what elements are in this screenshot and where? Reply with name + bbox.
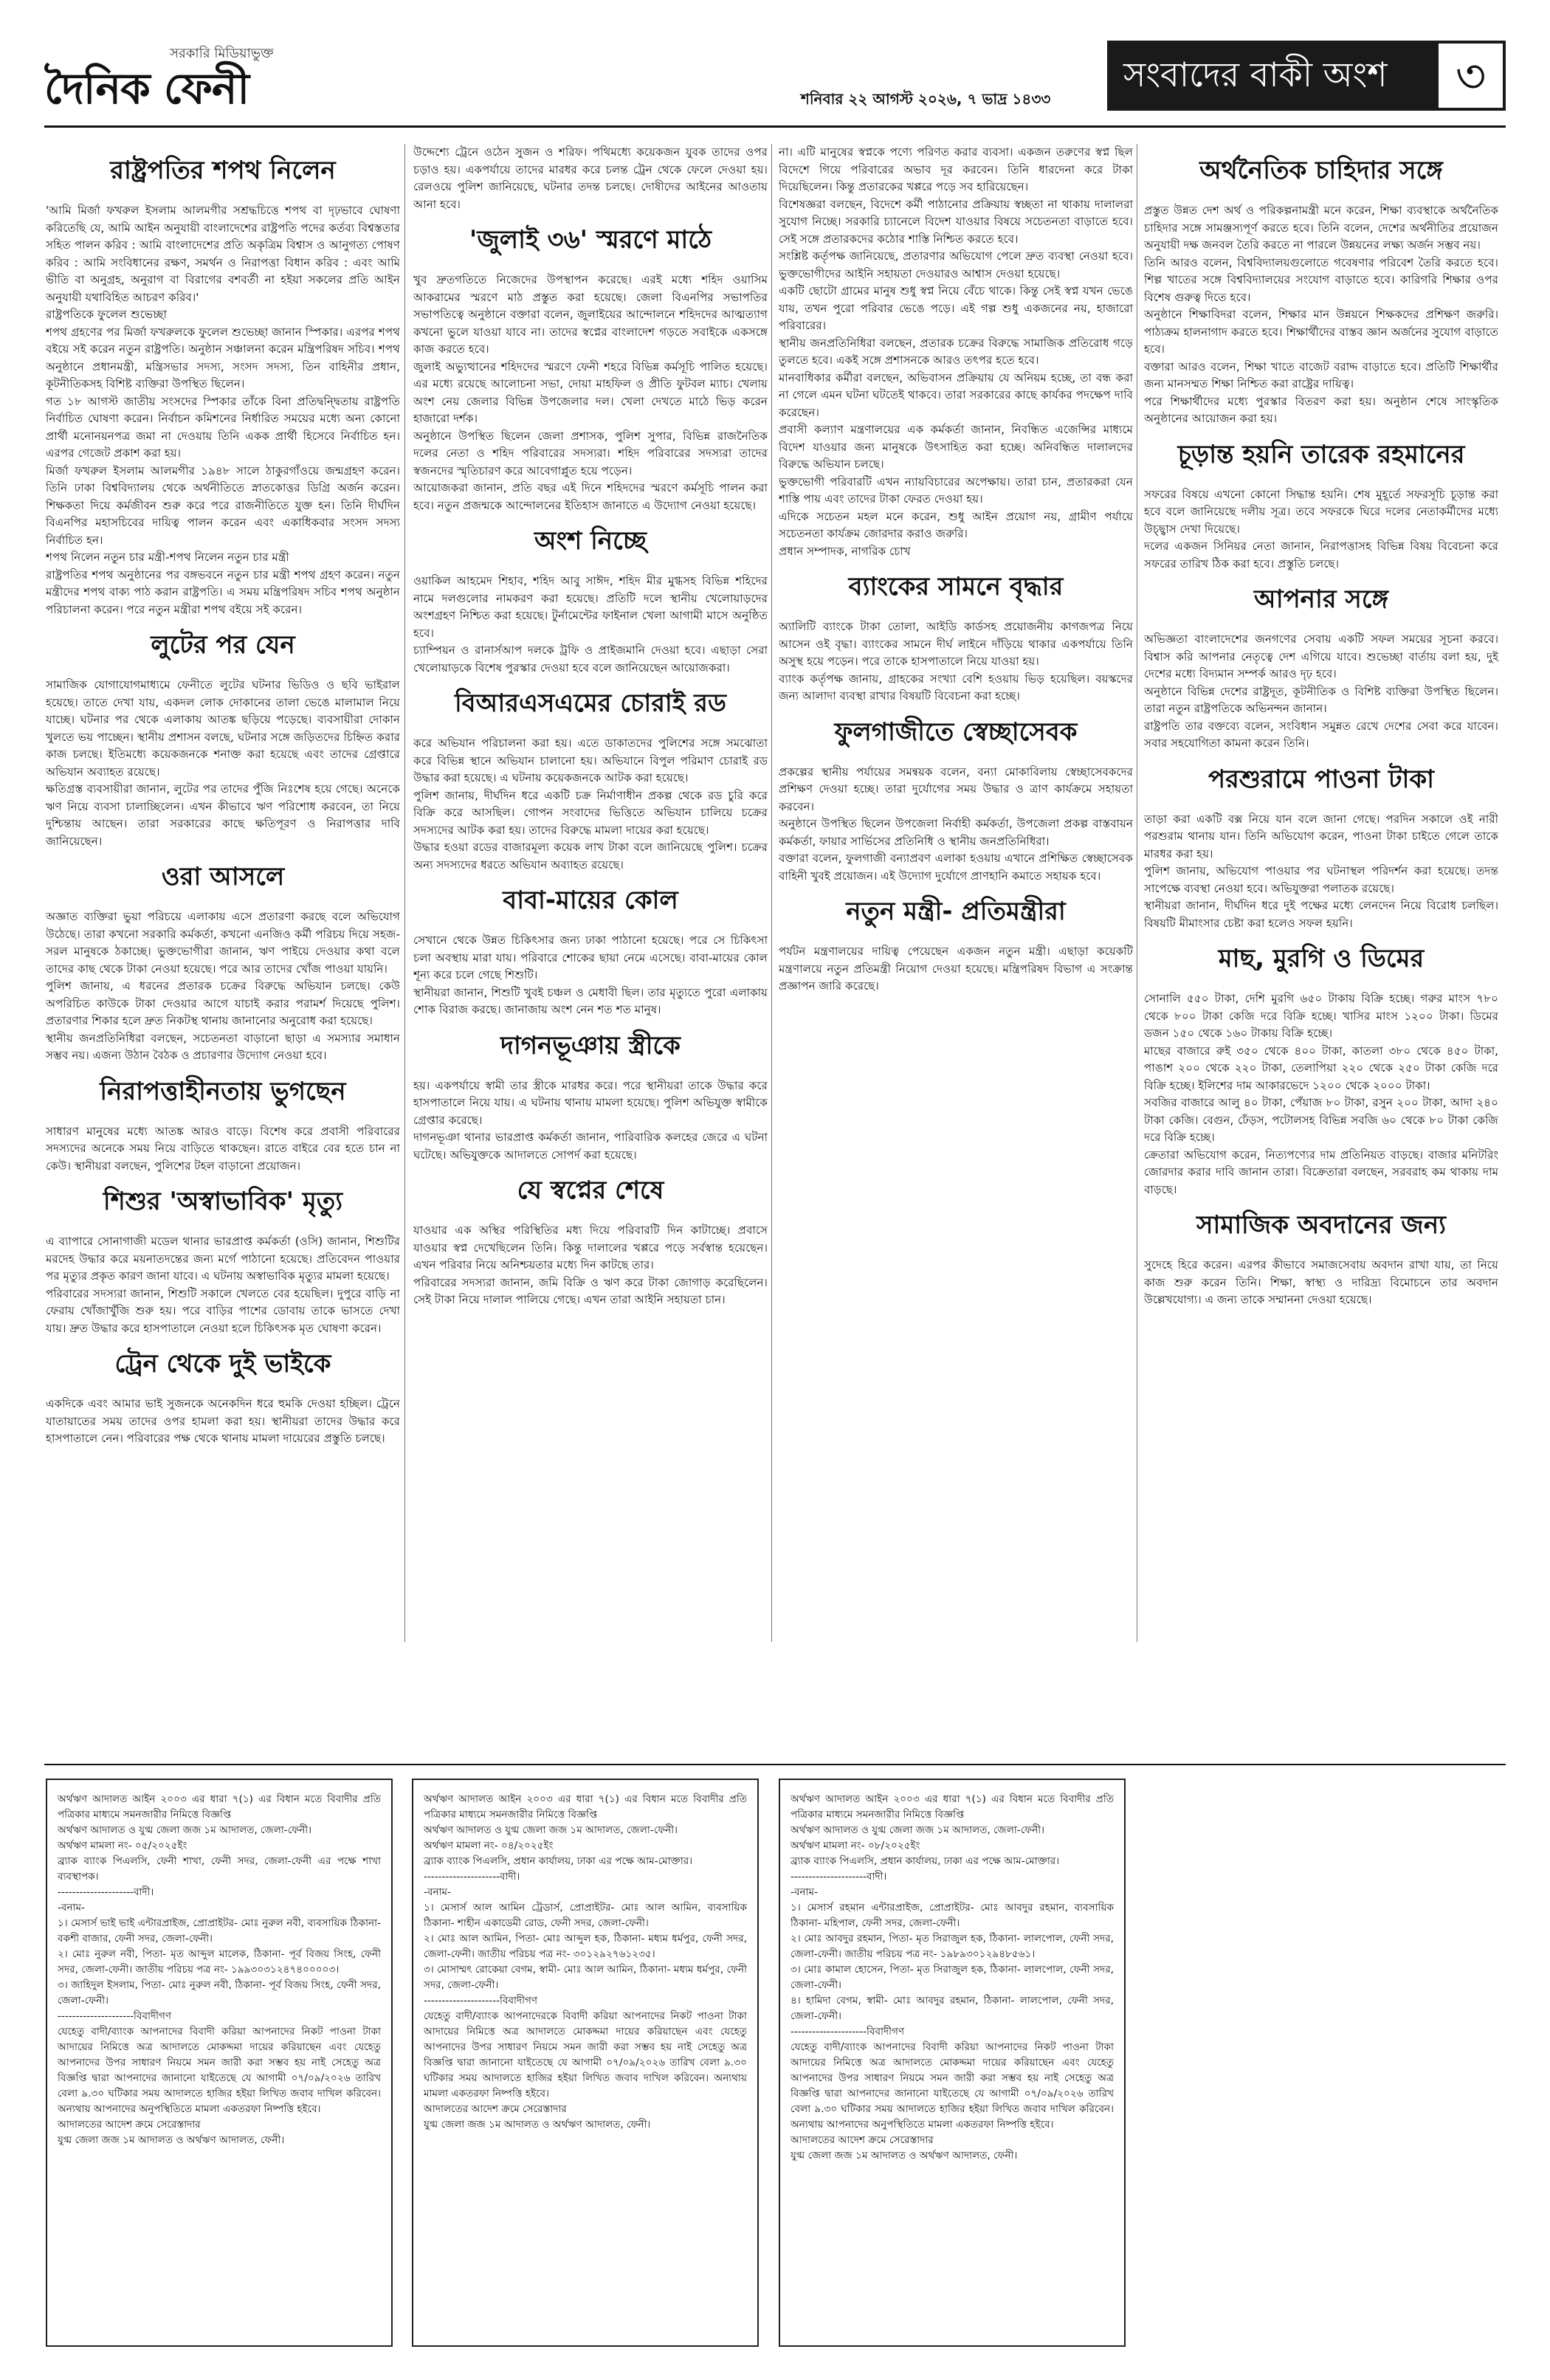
article-body: সোনালি ৫৫০ টাকা, দেশি মুরগি ৬৫০ টাকায় বিক্রি হচ্ছে। গরুর মাংস ৭৮০ থেকে ৮০০ টাকা কেজি দরে বিক্রি হচ্ছে। খাসির মাংস ১২০০ টাকা। ডিমের ডজন ১৫০ থেকে ১৬০ টাকায় বিক্রি হচ্ছে। মাছের বাজারে রুই ৩৫০ থেকে ৪০০ টাকা, কাতলা ৩৮০ থেকে ৪৫০ টাকা, পাঙাশ ২০০ থেকে ২২০ টাকা, তেলাপিয়া ২২০ থেকে ২৫০ টাকা কেজি দরে বিক্রি হচ্ছে। ইলিশের দাম আকারভেদে ১২০০ থেকে ২০০০ টাকা। সবজির বাজারে আলু ৪০ টাকা, পেঁয়াজ ৮০ টাকা, রসুন ২০০ টাকা, আদা ২৪০ টাকা কেজি। বেগুন, ঢেঁড়স, পটোলসহ বিভিন্ন সবজি ৬০ থেকে ৮০ টাকা কেজি দরে বিক্রি হচ্ছে। ক্রেতারা অভিযোগ করেন, নিত্যপণ্যের দাম প্রতিনিয়ত বাড়ছে। বাজার মনিটরিং জোরদার করার দাবি জানান তারা। বিক্রেতারা বলছেন, সরবরাহ কম থাকায় দাম বাড়ছে। — [1144, 992, 1498, 1196]
article-body: সুদেহে হিরে করেন। এরপর কীভাবে সমাজসেবায় অবদান রাখা যায়, তা নিয়ে কাজ শুরু করেন তিনি। শিক্ষা, স্বাস্থ্য ও দারিদ্র্য বিমোচনে তার অবদান উল্লেখযোগ্য। এ জন্য তাকে সম্মাননা দেওয়া হয়েছে। — [1144, 1258, 1498, 1306]
article-body: 'আমি মির্জা ফখরুল ইসলাম আলমগীর সশ্রদ্ধচিত্তে শপথ বা দৃঢ়ভাবে ঘোষণা করিতেছি যে, আমি আইন অনুযায়ী বাংলাদেশের রাষ্ট্রপতি পদের কর্তব্য বিশ্বস্ততার সহিত পালন করিব : আমি বাংলাদেশের প্রতি অকৃত্রিম বিশ্বাস ও আনুগত্য পোষণ করিব : আমি সংবিধানের রক্ষণ, সমর্থন ও নিরাপত্তা বিধান করিব : এবং আমি ভীতি বা অনুগ্রহ, অনুরাগ বা বিরাগের বশবর্তী না হইয়া সকলের প্রতি আইন অনুযায়ী যথাবিহিত আচরণ করিব।' রাষ্ট্রপতিকে ফুলেল শুভেচ্ছা শপথ গ্রহণের পর মির্জা ফখরুলকে ফুলেল শুভেচ্ছা জানান স্পিকার। এরপর শপথ বইয়ে সই করেন নতুন রাষ্ট্রপতি। অনুষ্ঠান সঞ্চালনা করেন মন্ত্রিপরিষদ সচিব। শপথ অনুষ্ঠানে প্রধানমন্ত্রী, মন্ত্রিসভার সদস্য, সংসদ সদস্য, তিন বাহিনীর প্রধান, কূটনীতিকসহ বিশিষ্ট ব্যক্তিরা উপস্থিত ছিলেন। গত ১৮ আগস্ট জাতীয় সংসদের স্পিকার তাঁকে বিনা প্রতিদ্বন্দ্বিতায় রাষ্ট্রপতি নির্বাচিত ঘোষণা করেন। নির্বাচন কমিশনের নির্ধারিত সময়ের মধ্যে অন্য কোনো প্রার্থী মনোনয়নপত্র জমা না দেওয়ায় তিনি একক প্রার্থী হিসেবে নির্বাচিত হন। এরপর গেজেট প্রকাশ করা হয়। মির্জা ফখরুল ইসলাম আলমগীর ১৯৪৮ সালে ঠাকুরগাঁওয়ে জন্মগ্রহণ করেন। তিনি ঢাকা বিশ্ববিদ্যালয় থেকে অর্থনীতিতে স্নাতকোত্তর ডিগ্রি অর্জন করেন। শিক্ষকতা দিয়ে কর্মজীবন শুরু করে পরে রাজনীতিতে যুক্ত হন। তিনি দীর্ঘদিন বিএনপির মহাসচিবের দায়িত্ব পালন করেন এবং একাধিকবার সংসদ সদস্য নির্বাচিত হন। শপথ নিলেন নতুন চার মন্ত্রী-শপথ নিলেন নতুন চার মন্ত্রী রাষ্ট্রপতির শপথ অনুষ্ঠানের পর বঙ্গভবনে নতুন চার মন্ত্রী শপথ গ্রহণ করেন। নতুন মন্ত্রীদের শপথ বাক্য পাঠ করান রাষ্ট্রপতি। এ সময় মন্ত্রিপরিষদ সচিব শপথ অনুষ্ঠান পরিচালনা করেন। পরে নতুন মন্ত্রীরা শপথ বইয়ে সই করেন। — [46, 204, 400, 616]
article-body: একদিকে এবং আমার ভাই সুজনকে অনেকদিন ধরে হুমকি দেওয়া হচ্ছিল। ট্রেনে যাতায়াতের সময় তাদের ওপর হামলা করা হয়। স্থানীয়রা তাদের উদ্ধার করে হাসপাতালে নেন। পরিবারের পক্ষ থেকে থানায় মামলা দায়েরের প্রস্তুতি চলছে। — [46, 1397, 400, 1445]
article-headline: চূড়ান্ত হয়নি তারেক রহমানের — [1177, 439, 1465, 469]
article-headline: আপনার সঙ্গে — [1253, 584, 1389, 614]
masthead-rule — [44, 125, 1506, 128]
article-headline: মাছ, মুরগি ও ডিমের — [1218, 944, 1425, 973]
article-body: সাধারণ মানুষের মধ্যে আতঙ্ক আরও বাড়ে। বিশেষ করে প্রবাসী পরিবারের সদস্যদের অনেকে সময় নিয়ে বাড়িতে থাকছেন। রাতে বাইরে বের হতে চান না কেউ। স্থানীয়রা বলছেন, পুলিশের টহল বাড়ানো প্রয়োজন। — [46, 1124, 400, 1173]
notice-text: অর্থঋণ আদালত আইন ২০০৩ এর ধারা ৭(১) এর বিধান মতে বিবাদীর প্রতি পত্রিকার মাধ্যমে সমনজারীর নিমিত্তে বিজ্ঞপ্তি অর্থঋণ আদালত ও যুগ্ম জেলা জজ ১ম আদালত, জেলা-ফেনী। অর্থঋণ মামলা নং- ০৪/২০২৫ইং ব্র্যাক ব্যাংক পিএলসি, প্রধান কার্যালয়, ঢাকা এর পক্ষে আম-মোক্তার। ---------------------বাদী। -বনাম- ১। মেসার্স আল আমিন ট্রেডার্স, প্রোপ্রাইটর- মোঃ আল আমিন, ব্যবসায়িক ঠিকানা- শাহীন একাডেমী রোড, ফেনী সদর, জেলা-ফেনী। ২। মোঃ আল আমিন, পিতা- মোঃ আব্দুল হক, ঠিকানা- মধ্যম ধর্মপুর, ফেনী সদর, জেলা-ফেনী। জাতীয় পরিচয় পত্র নং- ৩০১২৯২৭৬১২৩৫। ৩। মোসাম্মৎ রোকেয়া বেগম, স্বামী- মোঃ আল আমিন, ঠিকানা- মধ্যম ধর্মপুর, ফেনী সদর, জেলা-ফেনী। ---------------------বিবাদীগণ যেহেতু বাদী/ব্যাংক আপনাদেরকে বিবাদী করিয়া আপনাদের নিকট পাওনা টাকা আদায়ের নিমিত্তে অত্র আদালতে মোকদ্দমা দায়ের করিয়াছেন এবং যেহেতু আপনাদের উপর সাধারণ নিয়মে সমন জারী করা সম্ভব হয় নাই সেহেতু অত্র বিজ্ঞপ্তি দ্বারা জানানো যাইতেছে যে আগামী ০৭/০৯/২০২৬ তারিখ বেলা ৯.৩০ ঘটিকার সময় আদালতে হাজির হইয়া লিখিত জবাব দাখিল করিবেন। অন্যথায় মামলা একতরফা নিষ্পত্তি হইবে। আদালতের আদেশ ক্রমে সেরেস্তাদার যুগ্ম জেলা জজ ১ম আদালত ও অর্থঋণ আদালত, ফেনী। — [424, 1793, 747, 2131]
article-body: অজ্ঞাত ব্যক্তিরা ভুয়া পরিচয়ে এলাকায় এসে প্রতারণা করছে বলে অভিযোগ উঠেছে। তারা কখনো সরকারি কর্মকর্তা, কখনো এনজিও কর্মী পরিচয় দিয়ে সহজ-সরল মানুষকে ঠকাচ্ছে। ভুক্তভোগীরা জানান, ঋণ পাইয়ে দেওয়ার কথা বলে তাদের কাছ থেকে টাকা নেওয়া হয়েছে। পরে আর তাদের খোঁজ পাওয়া যায়নি। পুলিশ জানায়, এ ধরনের প্রতারক চক্রের বিরুদ্ধে অভিযান চলছে। কেউ অপরিচিত কাউকে টাকা দেওয়ার আগে যাচাই করার পরামর্শ দিয়েছে পুলিশ। প্রতারণার শিকার হলে দ্রুত নিকটস্থ থানায় জানানোর অনুরোধ করা হয়েছে। স্থানীয় জনপ্রতিনিধিরা বলছেন, সচেতনতা বাড়ানো ছাড়া এ সমস্যার সমাধান সম্ভব নয়। এজন্য উঠান বৈঠক ও প্রচারণার উদ্যোগ নেওয়া হবে। — [46, 910, 400, 1062]
article-headline: ফুলগাজীতে স্বেচ্ছাসেবক — [834, 717, 1078, 747]
article-body: সফরের বিষয়ে এখনো কোনো সিদ্ধান্ত হয়নি। শেষ মুহূর্তে সফরসূচি চূড়ান্ত করা হবে বলে জানিয়েছে দলীয় সূত্র। তবে সফরকে ঘিরে দলের নেতাকর্মীদের মধ্যে উচ্ছ্বাস দেখা দিয়েছে। দলের একজন সিনিয়র নেতা জানান, নিরাপত্তাসহ বিভিন্ন বিষয় বিবেচনা করে সফরের তারিখ ঠিক করা হবে। প্রস্তুতি চলছে। — [1144, 487, 1498, 570]
article-body: প্রস্তুত উন্নত দেশ অর্থ ও পরিকল্পনামন্ত্রী মনে করেন, শিক্ষা ব্যবস্থাকে অর্থনৈতিক চাহিদার সঙ্গে সামঞ্জস্যপূর্ণ করতে হবে। তিনি বলেন, দেশের অর্থনীতির প্রয়োজন অনুযায়ী দক্ষ জনবল তৈরি করতে না পারলে উন্নয়নের লক্ষ্য অর্জন সম্ভব নয়। তিনি আরও বলেন, বিশ্ববিদ্যালয়গুলোতে গবেষণার পরিবেশ তৈরি করতে হবে। শিল্প খাতের সঙ্গে বিশ্ববিদ্যালয়ের সংযোগ বাড়াতে হবে। কারিগরি শিক্ষার ওপর বিশেষ গুরুত্ব দিতে হবে। অনুষ্ঠানে শিক্ষাবিদরা বলেন, শিক্ষার মান উন্নয়নে শিক্ষকদের প্রশিক্ষণ জরুরি। পাঠ্যক্রম হালনাগাদ করতে হবে। শিক্ষার্থীদের বাস্তব জ্ঞান অর্জনের সুযোগ বাড়াতে হবে। বক্তারা আরও বলেন, শিক্ষা খাতে বাজেট বরাদ্দ বাড়াতে হবে। প্রতিটি শিক্ষার্থীর জন্য মানসম্মত শিক্ষা নিশ্চিত করা রাষ্ট্রের দায়িত্ব। পরে শিক্ষার্থীদের মধ্যে পুরস্কার বিতরণ করা হয়। অনুষ্ঠান শেষে সাংস্কৃতিক অনুষ্ঠানের আয়োজন করা হয়। — [1144, 204, 1498, 425]
article-body: সেখানে থেকে উন্নত চিকিৎসার জন্য ঢাকা পাঠানো হয়েছে। পরে সে চিকিৎসা চলা অবস্থায় মারা যায়। পরিবারে শোকের ছায়া নেমে এসেছে। বাবা-মায়ের কোল শূন্য করে চলে গেছে শিশুটি। স্থানীয়রা জানান, শিশুটি খুবই চঞ্চল ও মেধাবী ছিল। তার মৃত্যুতে পুরো এলাকায় শোক বিরাজ করছে। জানাজায় অংশ নেন শত শত মানুষ। — [413, 934, 768, 1016]
logo-tagline: সরকারি মিডিয়াভুক্ত — [170, 46, 274, 61]
article-body: অ্যালিটি ব্যাংকে টাকা তোলা, আইডি কার্ডসহ প্রয়োজনীয় কাগজপত্র নিয়ে আসেন ওই বৃদ্ধা। ব্যাংকের সামনে দীর্ঘ লাইনে দাঁড়িয়ে থাকার একপর্যায়ে তিনি অসুস্থ হয়ে পড়েন। পরে তাকে হাসপাতালে নিয়ে যাওয়া হয়। ব্যাংক কর্তৃপক্ষ জানায়, গ্রাহকের সংখ্যা বেশি হওয়ায় ভিড় হয়েছিল। বয়স্কদের জন্য আলাদা ব্যবস্থা রাখার বিষয়টি বিবেচনা করা হচ্ছে। — [779, 620, 1133, 703]
article-headline: নতুন মন্ত্রী- প্রতিমন্ত্রীরা — [846, 897, 1066, 926]
logo-name: দৈনিক ফেনী — [44, 63, 249, 114]
newspaper-logo — [44, 43, 280, 114]
article-body: ওয়াকিল আহমেদ শিহাব, শহিদ আবু সাঈদ, শহিদ মীর মুগ্ধসহ বিভিন্ন শহিদের নামে দলগুলোর নামকরণ করা হয়েছে। প্রতিটি দলে স্থানীয় খেলোয়াড়দের অংশগ্রহণ নিশ্চিত করা হয়েছে। টুর্নামেন্টের ফাইনাল খেলা আগামী মাসে অনুষ্ঠিত হবে। চ্যাম্পিয়ন ও রানার্সআপ দলকে ট্রফি ও প্রাইজমানি দেওয়া হবে। এছাড়া সেরা খেলোয়াড়কে বিশেষ পুরস্কার দেওয়া হবে বলে জানিয়েছেন আয়োজকরা। — [413, 574, 768, 675]
article-headline: ট্রেন থেকে দুই ভাইকে — [114, 1349, 331, 1379]
column-divider — [771, 144, 772, 1642]
article-headline: লুটের পর যেন — [151, 630, 295, 660]
article-headline: পরশুরামে পাওনা টাকা — [1208, 764, 1434, 794]
legal-notice — [46, 1779, 393, 2347]
article-body: অভিজ্ঞতা বাংলাদেশের জনগণের সেবায় একটি সফল সময়ের সূচনা করবে। বিশ্বাস করি আপনার নেতৃত্বে দেশ এগিয়ে যাবে। শুভেচ্ছা বার্তায় বলা হয়, দুই দেশের মধ্যে বিদ্যমান সম্পর্ক আরও দৃঢ় হবে। অনুষ্ঠানে বিভিন্ন দেশের রাষ্ট্রদূত, কূটনীতিক ও বিশিষ্ট ব্যক্তিরা উপস্থিত ছিলেন। তারা নতুন রাষ্ট্রপতিকে অভিনন্দন জানান। রাষ্ট্রপতি তার বক্তব্যে বলেন, সংবিধান সমুন্নত রেখে দেশের সেবা করে যাবেন। সবার সহযোগিতা কামনা করেন তিনি। — [1144, 632, 1498, 750]
article-headline: অর্থনৈতিক চাহিদার সঙ্গে — [1199, 156, 1443, 185]
column-3 — [779, 144, 1133, 996]
section-banner — [1107, 41, 1506, 111]
dateline: শনিবার ২২ আগস্ট ২০২৬, ৭ ভাদ্র ১৪৩৩ — [801, 90, 1051, 108]
page-number: ৩ — [1436, 41, 1506, 111]
article-body: হয়। একপর্যায়ে স্বামী তার স্ত্রীকে মারধর করে। পরে স্থানীয়রা তাকে উদ্ধার করে হাসপাতালে নিয়ে যায়। এ ঘটনায় থানায় মামলা হয়েছে। পুলিশ অভিযুক্ত স্বামীকে গ্রেপ্তার করেছে। দাগনভূঞা থানার ভারপ্রাপ্ত কর্মকর্তা জানান, পারিবারিক কলহের জেরে এ ঘটনা ঘটেছে। অভিযুক্তকে আদালতে সোপর্দ করা হয়েছে। — [413, 1078, 768, 1162]
article-headline: রাষ্ট্রপতির শপথ নিলেন — [110, 156, 336, 185]
article-headline: বিআরএসএমের চোরাই রড — [454, 689, 727, 718]
column-4 — [1144, 144, 1498, 1309]
legal-notice — [779, 1779, 1126, 2347]
article-body: উদ্দেশ্যে ট্রেনে ওঠেন সুজন ও শরিফ। পথিমধ্যে কয়েকজন যুবক তাদের ওপর চড়াও হয়। একপর্যায়ে তাদের মারধর করে চলন্ত ট্রেন থেকে ফেলে দেওয়া হয়। রেলওয়ে পুলিশ জানিয়েছে, ঘটনার তদন্ত চলছে। দোষীদের আইনের আওতায় আনা হবে। — [413, 145, 768, 211]
article-headline: বাবা-মায়ের কোল — [503, 886, 678, 915]
article-headline: দাগনভূঞায় স্ত্রীকে — [500, 1030, 681, 1060]
article-headline: নিরাপত্তাহীনতায় ভুগছেন — [100, 1076, 346, 1106]
article-headline: 'জুলাই ৩৬' স্মরণে মাঠে — [469, 225, 712, 255]
notice-text: অর্থঋণ আদালত আইন ২০০৩ এর ধারা ৭(১) এর বিধান মতে বিবাদীর প্রতি পত্রিকার মাধ্যমে সমনজারীর নিমিত্তে বিজ্ঞপ্তি অর্থঋণ আদালত ও যুগ্ম জেলা জজ ১ম আদালত, জেলা-ফেনী। অর্থঋণ মামলা নং- ০৮/২০২৫ইং ব্র্যাক ব্যাংক পিএলসি, প্রধান কার্যালয়, ঢাকা এর পক্ষে আম-মোক্তার। ---------------------বাদী। -বনাম- ১। মেসার্স রহমান এন্টারপ্রাইজ, প্রোপ্রাইটর- মোঃ আবদুর রহমান, ব্যবসায়িক ঠিকানা- মহিপাল, ফেনী সদর, জেলা-ফেনী। ২। মোঃ আবদুর রহমান, পিতা- মৃত সিরাজুল হক, ঠিকানা- লালপোল, ফেনী সদর, জেলা-ফেনী। জাতীয় পরিচয় পত্র নং- ১৯৮৯৩০১২৯৪৮৫৬১। ৩। মোঃ কামাল হোসেন, পিতা- মৃত সিরাজুল হক, ঠিকানা- লালপোল, ফেনী সদর, জেলা-ফেনী। ৪। হামিদা বেগম, স্বামী- মোঃ আবদুর রহমান, ঠিকানা- লালপোল, ফেনী সদর, জেলা-ফেনী। ---------------------বিবাদীগণ যেহেতু বাদী/ব্যাংক আপনাদের বিবাদী করিয়া আপনাদের নিকট পাওনা টাকা আদায়ের নিমিত্তে অত্র আদালতে মোকদ্দমা দায়ের করিয়াছেন এবং যেহেতু আপনাদের উপর সাধারণ নিয়মে সমন জারী করা সম্ভব হয় নাই সেহেতু অত্র বিজ্ঞপ্তি দ্বারা আপনাদের জানানো যাইতেছে যে আগামী ০৭/০৯/২০২৬ তারিখ বেলা ৯.৩০ ঘটিকার সময় আদালতে হাজির হইয়া লিখিত জবাব দাখিল করিবেন। অন্যথায় আপনাদের অনুপস্থিতিতে মামলা একতরফা নিষ্পত্তি হইবে। আদালতের আদেশ ক্রমে সেরেস্তাদার যুগ্ম জেলা জজ ১ম আদালত ও অর্থঋণ আদালত, ফেনী। — [790, 1793, 1114, 2162]
article-body: খুব দ্রুতগতিতে নিজেদের উপস্থাপন করেছে। এরই মধ্যে শহিদ ওয়াসিম আকরামের স্মরণে মাঠ প্রস্তুত করা হয়েছে। জেলা বিএনপির সভাপতির সভাপতিত্বে অনুষ্ঠানে বক্তারা বলেন, জুলাইয়ের আন্দোলনে শহিদদের আত্মত্যাগ কখনো ভুলে যাওয়া যাবে না। তাদের স্বপ্নের বাংলাদেশ গড়তে সবাইকে একসঙ্গে কাজ করতে হবে। জুলাই অভ্যুত্থানের শহিদদের স্মরণে ফেনী শহরে বিভিন্ন কর্মসূচি পালিত হয়েছে। এর মধ্যে রয়েছে আলোচনা সভা, দোয়া মাহফিল ও প্রীতি ফুটবল ম্যাচ। খেলায় অংশ নেয় জেলার বিভিন্ন উপজেলার দল। খেলা দেখতে মাঠে ভিড় করেন হাজারো দর্শক। অনুষ্ঠানে উপস্থিত ছিলেন জেলা প্রশাসক, পুলিশ সুপার, বিভিন্ন রাজনৈতিক দলের নেতা ও শহিদ পরিবারের সদস্যরা। শহিদ পরিবারের সদস্যরা তাদের স্বজনদের স্মৃতিচারণ করে আবেগাপ্লুত হয়ে পড়েন। আয়োজকরা জানান, প্রতি বছর এই দিনে শহিদদের স্মরণে কর্মসূচি পালন করা হবে। নতুন প্রজন্মকে আন্দোলনের ইতিহাস জানাতে এ উদ্যোগ নেওয়া হয়েছে। — [413, 273, 768, 512]
column-divider — [404, 144, 405, 1642]
column-1 — [46, 144, 400, 1448]
article-headline: শিশুর 'অস্বাভাবিক' মৃত্যু — [103, 1187, 343, 1216]
article-headline: ব্যাংকের সামনে বৃদ্ধার — [848, 572, 1064, 601]
article-body: তাড়া করা একটি বক্স নিয়ে যান বলে জানা গেছে। পরদিন সকালে ওই নারী পরশুরাম থানায় যান। তিনি অভিযোগ করেন, পাওনা টাকা চাইতে গেলে তাকে মারধর করা হয়। পুলিশ জানায়, অভিযোগ পাওয়ার পর ঘটনাস্থল পরিদর্শন করা হয়েছে। তদন্ত সাপেক্ষে ব্যবস্থা নেওয়া হবে। অভিযুক্তরা পলাতক রয়েছে। স্থানীয়রা জানান, দীর্ঘদিন ধরে দুই পক্ষের মধ্যে লেনদেন নিয়ে বিরোধ চলছিল। বিষয়টি মীমাংসার চেষ্টা করা হলেও সফল হয়নি। — [1144, 812, 1498, 930]
article-body: সামাজিক যোগাযোগমাধ্যমে ফেনীতে লুটের ঘটনার ভিডিও ও ছবি ভাইরাল হয়েছে। তাতে দেখা যায়, একদল লোক দোকানের তালা ভেঙে মালামাল নিয়ে যাচ্ছে। ঘটনার পর থেকে এলাকায় আতঙ্ক ছড়িয়ে পড়েছে। ব্যবসায়ীরা দোকান খুলতে ভয় পাচ্ছেন। স্থানীয় প্রশাসন বলছে, ঘটনার সঙ্গে জড়িতদের চিহ্নিত করার কাজ চলছে। ইতিমধ্যে কয়েকজনকে শনাক্ত করা হয়েছে এবং তাদের গ্রেপ্তারে অভিযান অব্যাহত রয়েছে। ক্ষতিগ্রস্ত ব্যবসায়ীরা জানান, লুটের পর তাদের পুঁজি নিঃশেষ হয়ে গেছে। অনেকে ঋণ নিয়ে ব্যবসা চালাচ্ছিলেন। এখন কীভাবে ঋণ পরিশোধ করবেন, তা নিয়ে দুশ্চিন্তায় আছেন। তারা সরকারের কাছে ক্ষতিপূরণ ও নিরাপত্তার দাবি জানিয়েছেন। — [46, 678, 400, 848]
article-body: না। এটি মানুষের স্বপ্নকে পণ্যে পরিণত করার ব্যবসা। একজন তরুণের স্বপ্ন ছিল বিদেশে গিয়ে পরিবারের অভাব দূর করবেন। তিনি ধারদেনা করে টাকা দিয়েছিলেন। কিন্তু প্রতারকের খপ্পরে পড়ে সব হারিয়েছেন। বিশেষজ্ঞরা বলছেন, বিদেশে কর্মী পাঠানোর প্রক্রিয়ায় স্বচ্ছতা না থাকায় দালালরা সুযোগ নিচ্ছে। সরকারি চ্যানেলে বিদেশ যাওয়ার বিষয়ে সচেতনতা বাড়াতে হবে। সেই সঙ্গে প্রতারকদের কঠোর শাস্তি নিশ্চিত করতে হবে। সংশ্লিষ্ট কর্তৃপক্ষ জানিয়েছে, প্রতারণার অভিযোগ পেলে দ্রুত ব্যবস্থা নেওয়া হবে। ভুক্তভোগীদের আইনি সহায়তা দেওয়ারও আশ্বাস দেওয়া হয়েছে। একটি ছোটো গ্রামের মানুষ শুধু স্বপ্ন নিয়ে বেঁচে থাকে। কিন্তু সেই স্বপ্ন যখন ভেঙে যায়, তখন পুরো পরিবার ভেঙে পড়ে। এই গল্প শুধু একজনের নয়, হাজারো পরিবারের। স্থানীয় জনপ্রতিনিধিরা বলছেন, প্রতারক চক্রের বিরুদ্ধে সামাজিক প্রতিরোধ গড়ে তুলতে হবে। একই সঙ্গে প্রশাসনকে আরও তৎপর হতে হবে। মানবাধিকার কর্মীরা বলছেন, অভিবাসন প্রক্রিয়ায় যে অনিয়ম হচ্ছে, তা বন্ধ করা না গেলে এমন ঘটনা ঘটতেই থাকবে। তারা সরকারের কাছে কার্যকর পদক্ষেপ দাবি করেছেন। প্রবাসী কল্যাণ মন্ত্রণালয়ের এক কর্মকর্তা জানান, নিবন্ধিত এজেন্সির মাধ্যমে বিদেশ যাওয়ার জন্য মানুষকে উৎসাহিত করা হচ্ছে। অনিবন্ধিত দালালদের বিরুদ্ধে অভিযান চলছে। ভুক্তভোগী পরিবারটি এখন ন্যায়বিচারের অপেক্ষায়। তারা চান, প্রতারকরা যেন শাস্তি পায় এবং তাদের টাকা ফেরত দেওয়া হয়। এদিকে সচেতন মহল মনে করেন, শুধু আইন প্রয়োগ নয়, গ্রামীণ পর্যায়ে সচেতনতা কার্যক্রম জোরদার করাও জরুরি। প্রধান সম্পাদক, নাগরিক চোখ — [779, 145, 1133, 558]
article-headline: সামাজিক অবদানের জন্য — [1196, 1210, 1446, 1240]
article-headline: অংশ নিচ্ছে — [534, 526, 647, 556]
section-title: সংবাদের বাকী অংশ — [1123, 55, 1388, 94]
masthead — [0, 0, 1550, 129]
legal-notice — [412, 1779, 759, 2347]
article-body: যাওয়ার এক অস্থির পরিস্থিতির মধ্য দিয়ে পরিবারটি দিন কাটাচ্ছে। প্রবাসে যাওয়ার স্বপ্ন দেখেছিলেন তিনি। কিন্তু দালালের খপ্পরে পড়ে সর্বস্বান্ত হয়েছেন। এখন পরিবার নিয়ে অনিশ্চয়তার মধ্যে দিন কাটছে তার। পরিবারের সদস্যরা জানান, জমি বিক্রি ও ঋণ করে টাকা জোগাড় করেছিলেন। সেই টাকা নিয়ে দালাল পালিয়ে গেছে। এখন তারা আইনি সহায়তা চান। — [413, 1224, 768, 1306]
article-headline: ওরা আসলে — [161, 862, 285, 891]
article-headline: যে স্বপ্নের শেষে — [517, 1176, 664, 1205]
column-2 — [413, 144, 768, 1309]
article-body: পর্যটন মন্ত্রণালয়ের দায়িত্ব পেয়েছেন একজন নতুন মন্ত্রী। এছাড়া কয়েকটি মন্ত্রণালয়ে নতুন প্রতিমন্ত্রী নিয়োগ দেওয়া হয়েছে। মন্ত্রিপরিষদ বিভাগ এ সংক্রান্ত প্রজ্ঞাপন জারি করেছে। — [779, 945, 1133, 993]
article-body: এ ব্যাপারে সোনাগাজী মডেল থানার ভারপ্রাপ্ত কর্মকর্তা (ওসি) জানান, শিশুটির মরদেহ উদ্ধার করে ময়নাতদন্তের জন্য মর্গে পাঠানো হয়েছে। প্রতিবেদন পাওয়ার পর মৃত্যুর প্রকৃত কারণ জানা যাবে। এ ঘটনায় অস্বাভাবিক মৃত্যুর মামলা হয়েছে। পরিবারের সদস্যরা জানান, শিশুটি সকালে খেলতে বের হয়েছিল। দুপুরে বাড়ি না ফেরায় খোঁজাখুঁজি শুরু হয়। পরে বাড়ির পাশের ডোবায় তাকে ভাসতে দেখা যায়। দ্রুত উদ্ধার করে হাসপাতালে নেওয়া হলে চিকিৎসক মৃত ঘোষণা করেন। — [46, 1235, 400, 1335]
notice-text: অর্থঋণ আদালত আইন ২০০৩ এর ধারা ৭(১) এর বিধান মতে বিবাদীর প্রতি পত্রিকার মাধ্যমে সমনজারীর নিমিত্তে বিজ্ঞপ্তি অর্থঋণ আদালত ও যুগ্ম জেলা জজ ১ম আদালত, জেলা-ফেনী। অর্থঋণ মামলা নং- ০৫/২০২৫ইং ব্র্যাক ব্যাংক পিএলসি, ফেনী শাখা, ফেনী সদর, জেলা-ফেনী এর পক্ষে শাখা ব্যবস্থাপক। ---------------------বাদী। -বনাম- ১। মেসার্স ভাই ভাই এন্টারপ্রাইজ, প্রোপ্রাইটর- মোঃ নুরুল নবী, ব্যবসায়িক ঠিকানা- বকশী বাজার, ফেনী সদর, জেলা-ফেনী। ২। মোঃ নুরুল নবী, পিতা- মৃত আব্দুল মালেক, ঠিকানা- পূর্ব বিজয় সিংহ, ফেনী সদর, জেলা-ফেনী। জাতীয় পরিচয় পত্র নং- ১৯৯৩০৩১২৪৭৪০০০০৩। ৩। জাহিদুল ইসলাম, পিতা- মোঃ নুরুল নবী, ঠিকানা- পূর্ব বিজয় সিংহ, ফেনী সদর, জেলা-ফেনী। ---------------------বিবাদীগণ যেহেতু বাদী/ব্যাংক আপনাদের বিবাদী করিয়া আপনাদের নিকট পাওনা টাকা আদায়ের নিমিত্তে অত্র আদালতে মোকদ্দমা দায়ের করিয়াছেন এবং যেহেতু আপনাদের উপর সাধারণ নিয়মে সমন জারী করা সম্ভব হয় নাই সেহেতু অত্র বিজ্ঞপ্তি দ্বারা আপনাদের জানানো যাইতেছে যে আগামী ০৭/০৯/২০২৬ তারিখ বেলা ৯.৩০ ঘটিকার সময় আদালতে হাজির হইয়া লিখিত জবাব দাখিল করিবেন। অন্যথায় আপনাদের অনুপস্থিতিতে মামলা একতরফা নিষ্পত্তি হইবে। আদালতের আদেশ ক্রমে সেরেস্তাদার যুগ্ম জেলা জজ ১ম আদালত ও অর্থঋণ আদালত, ফেনী। — [58, 1793, 381, 2146]
notices-rule — [44, 1764, 1506, 1765]
article-body: প্রকল্পের স্থানীয় পর্যায়ের সমন্বয়ক বলেন, বন্যা মোকাবিলায় স্বেচ্ছাসেবকদের প্রশিক্ষণ দেওয়া হচ্ছে। তারা দুর্যোগের সময় উদ্ধার ও ত্রাণ কার্যক্রমে সহায়তা করবেন। অনুষ্ঠানে উপস্থিত ছিলেন উপজেলা নির্বাহী কর্মকর্তা, উপজেলা প্রকল্প বাস্তবায়ন কর্মকর্তা, ফায়ার সার্ভিসের প্রতিনিধি ও স্থানীয় জনপ্রতিনিধিরা। বক্তারা বলেন, ফুলগাজী বন্যাপ্রবণ এলাকা হওয়ায় এখানে প্রশিক্ষিত স্বেচ্ছাসেবক বাহিনী খুবই প্রয়োজন। এই উদ্যোগ দুর্যোগে প্রাণহানি কমাতে সহায়ক হবে। — [779, 765, 1133, 883]
article-body: করে অভিযান পরিচালনা করা হয়। এতে ডাকাতদের পুলিশের সঙ্গে সমঝোতা করে বিভিন্ন স্থানে অভিযান চালানো হয়। অভিযানে বিপুল পরিমাণ চোরাই রড উদ্ধার করা হয়েছে। এ ঘটনায় কয়েকজনকে আটক করা হয়েছে। পুলিশ জানায়, দীর্ঘদিন ধরে একটি চক্র নির্মাণাধীন প্রকল্প থেকে রড চুরি করে বিক্রি করে আসছিল। গোপন সংবাদের ভিত্তিতে অভিযান চালিয়ে চক্রের সদস্যদের আটক করা হয়। তাদের বিরুদ্ধে মামলা দায়ের করা হয়েছে। উদ্ধার হওয়া রডের বাজারমূল্য কয়েক লাখ টাকা বলে জানিয়েছে পুলিশ। চক্রের অন্য সদস্যদের ধরতে অভিযান অব্যাহত রয়েছে। — [413, 737, 768, 872]
